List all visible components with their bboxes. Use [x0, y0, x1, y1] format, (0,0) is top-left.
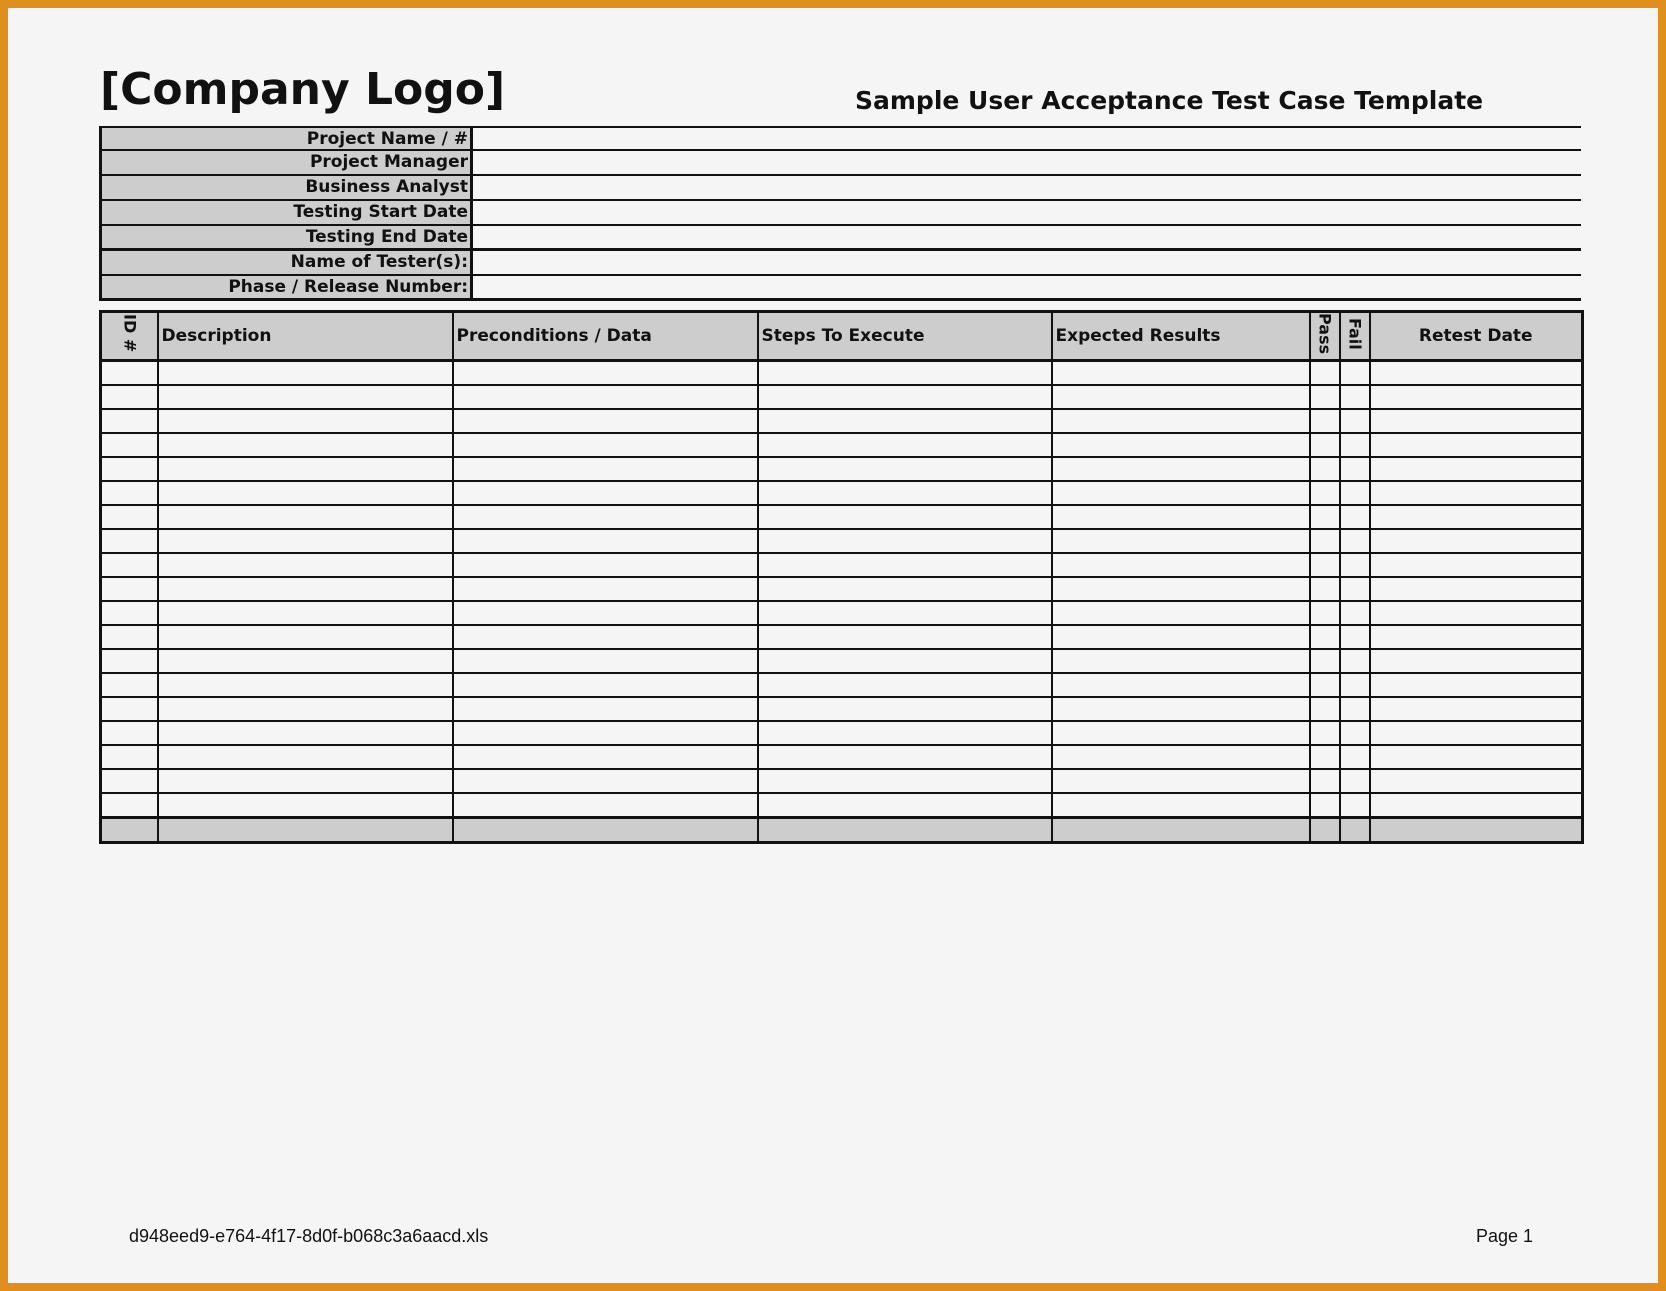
table-cell[interactable]: [101, 457, 158, 481]
table-cell[interactable]: [758, 481, 1052, 505]
table-cell[interactable]: [101, 529, 158, 553]
table-body: [101, 361, 1583, 843]
column-header-fail: Fail: [1340, 312, 1370, 361]
table-cell[interactable]: [101, 505, 158, 529]
table-cell[interactable]: [1370, 818, 1583, 843]
info-label: Testing Start Date: [99, 201, 473, 224]
table-cell[interactable]: [1340, 649, 1370, 673]
table-total-row: [101, 818, 1583, 843]
table-row: [101, 385, 1583, 409]
table-cell[interactable]: [1052, 553, 1310, 577]
table-row: [101, 673, 1583, 697]
table-cell[interactable]: [1340, 697, 1370, 721]
info-row-testing-end-date: [99, 226, 1581, 251]
table-cell[interactable]: [1310, 601, 1340, 625]
table-row: [101, 793, 1583, 818]
table-cell[interactable]: [1340, 745, 1370, 769]
table-cell[interactable]: [1052, 625, 1310, 649]
table-cell[interactable]: [1310, 745, 1340, 769]
table-cell[interactable]: [758, 649, 1052, 673]
table-cell[interactable]: [158, 769, 453, 793]
table-cell[interactable]: [1370, 769, 1583, 793]
table-cell[interactable]: [158, 553, 453, 577]
table-cell[interactable]: [101, 361, 158, 386]
table-cell[interactable]: [158, 529, 453, 553]
info-row-business-analyst: [99, 176, 1581, 201]
table-cell[interactable]: [1370, 625, 1583, 649]
table-cell[interactable]: [158, 793, 453, 818]
info-row-testing-start-date: [99, 201, 1581, 226]
info-label: Project Name / #: [99, 128, 473, 149]
info-label: Project Manager: [99, 151, 473, 174]
table-cell[interactable]: [453, 457, 758, 481]
table-row: [101, 529, 1583, 553]
table-cell[interactable]: [453, 793, 758, 818]
table-cell[interactable]: [1310, 529, 1340, 553]
table-cell[interactable]: [758, 601, 1052, 625]
table-cell[interactable]: [101, 697, 158, 721]
table-cell[interactable]: [158, 385, 453, 409]
table-row: [101, 697, 1583, 721]
table-cell[interactable]: [1052, 601, 1310, 625]
table-cell[interactable]: [1052, 361, 1310, 386]
table-cell[interactable]: [158, 697, 453, 721]
table-cell[interactable]: [1310, 673, 1340, 697]
table-cell[interactable]: [453, 505, 758, 529]
table-cell[interactable]: [1370, 673, 1583, 697]
info-label: Testing End Date: [99, 226, 473, 248]
table-cell[interactable]: [101, 649, 158, 673]
table-cell[interactable]: [1052, 769, 1310, 793]
table-cell[interactable]: [1310, 697, 1340, 721]
table-cell[interactable]: [158, 673, 453, 697]
table-cell[interactable]: [1340, 769, 1370, 793]
table-row: [101, 433, 1583, 457]
table-cell[interactable]: [1310, 625, 1340, 649]
table-cell[interactable]: [158, 457, 453, 481]
table-cell[interactable]: [758, 818, 1052, 843]
table-cell[interactable]: [158, 481, 453, 505]
table-cell[interactable]: [1310, 769, 1340, 793]
info-label: Phase / Release Number:: [99, 276, 473, 298]
table-cell[interactable]: [1370, 553, 1583, 577]
info-label: Name of Tester(s):: [99, 251, 473, 274]
table-row: [101, 577, 1583, 601]
table-cell[interactable]: [1310, 457, 1340, 481]
table-cell[interactable]: [1370, 529, 1583, 553]
table-cell[interactable]: [101, 481, 158, 505]
table-cell[interactable]: [101, 721, 158, 745]
table-row: [101, 625, 1583, 649]
table-cell[interactable]: [1340, 818, 1370, 843]
table-row: [101, 481, 1583, 505]
table-cell[interactable]: [1052, 818, 1310, 843]
table-cell[interactable]: [101, 625, 158, 649]
table-cell[interactable]: [453, 818, 758, 843]
table-cell[interactable]: [1370, 457, 1583, 481]
table-cell[interactable]: [453, 529, 758, 553]
table-cell[interactable]: [758, 433, 1052, 457]
table-cell[interactable]: [1340, 409, 1370, 433]
table-cell[interactable]: [158, 601, 453, 625]
table-cell[interactable]: [1340, 553, 1370, 577]
document-title: Sample User Acceptance Test Case Template: [855, 86, 1484, 115]
testing-start-date-field[interactable]: [473, 201, 1581, 224]
table-cell[interactable]: [1370, 433, 1583, 457]
info-row-project-name: [99, 126, 1581, 151]
table-cell[interactable]: [758, 553, 1052, 577]
column-header-steps: Steps To Execute: [758, 312, 1052, 361]
test-case-table: [99, 310, 1584, 844]
table-cell[interactable]: [453, 745, 758, 769]
column-header-preconditions: Preconditions / Data: [453, 312, 758, 361]
table-cell[interactable]: [453, 697, 758, 721]
table-cell[interactable]: [1310, 553, 1340, 577]
table-cell[interactable]: [1340, 481, 1370, 505]
table-cell[interactable]: [453, 625, 758, 649]
table-cell[interactable]: [758, 745, 1052, 769]
table-cell[interactable]: [1370, 577, 1583, 601]
table-cell[interactable]: [158, 433, 453, 457]
table-row: [101, 409, 1583, 433]
table-cell[interactable]: [453, 601, 758, 625]
table-cell[interactable]: [1052, 673, 1310, 697]
table-cell[interactable]: [1370, 745, 1583, 769]
table-cell[interactable]: [1310, 433, 1340, 457]
footer-filename: d948eed9-e764-4f17-8d0f-b068c3a6aacd.xls: [129, 1226, 489, 1246]
table-cell[interactable]: [1370, 697, 1583, 721]
table-cell[interactable]: [1052, 385, 1310, 409]
table-cell[interactable]: [1310, 505, 1340, 529]
table-cell[interactable]: [1052, 721, 1310, 745]
table-cell[interactable]: [453, 433, 758, 457]
table-cell[interactable]: [1052, 433, 1310, 457]
table-cell[interactable]: [453, 649, 758, 673]
table-cell[interactable]: [1052, 793, 1310, 818]
table-row: [101, 553, 1583, 577]
table-cell[interactable]: [453, 385, 758, 409]
table-cell[interactable]: [758, 361, 1052, 386]
table-cell[interactable]: [101, 433, 158, 457]
table-cell[interactable]: [101, 553, 158, 577]
table-cell[interactable]: [453, 481, 758, 505]
table-cell[interactable]: [101, 385, 158, 409]
table-cell[interactable]: [1052, 505, 1310, 529]
table-cell[interactable]: [158, 745, 453, 769]
phase-release-field[interactable]: [473, 276, 1581, 298]
column-header-pass: Pass: [1310, 312, 1340, 361]
table-cell[interactable]: [1052, 745, 1310, 769]
table-cell[interactable]: [453, 673, 758, 697]
table-cell[interactable]: [453, 361, 758, 386]
table-cell[interactable]: [1052, 649, 1310, 673]
table-cell[interactable]: [1052, 577, 1310, 601]
info-row-project-manager: [99, 151, 1581, 176]
table-cell[interactable]: [101, 769, 158, 793]
table-cell[interactable]: [1340, 577, 1370, 601]
table-cell[interactable]: [158, 625, 453, 649]
column-header-expected-results: Expected Results: [1052, 312, 1310, 361]
table-cell[interactable]: [1052, 457, 1310, 481]
info-row-tester-names: [99, 251, 1581, 276]
table-cell[interactable]: [758, 721, 1052, 745]
table-cell[interactable]: [453, 577, 758, 601]
table-cell[interactable]: [1370, 721, 1583, 745]
column-header-description: Description: [158, 312, 453, 361]
table-cell[interactable]: [158, 361, 453, 386]
table-cell[interactable]: [758, 385, 1052, 409]
table-row: [101, 505, 1583, 529]
table-cell[interactable]: [758, 409, 1052, 433]
table-cell[interactable]: [1370, 505, 1583, 529]
table-cell[interactable]: [453, 409, 758, 433]
table-cell[interactable]: [453, 553, 758, 577]
table-cell[interactable]: [1370, 649, 1583, 673]
table-cell[interactable]: [758, 697, 1052, 721]
table-cell[interactable]: [1340, 529, 1370, 553]
project-manager-field[interactable]: [473, 151, 1581, 174]
table-cell[interactable]: [758, 625, 1052, 649]
column-header-id: ID #: [101, 312, 158, 361]
testing-end-date-field[interactable]: [473, 226, 1581, 248]
table-cell[interactable]: [101, 793, 158, 818]
table-cell[interactable]: [1340, 601, 1370, 625]
table-row: [101, 601, 1583, 625]
table-cell[interactable]: [1052, 697, 1310, 721]
footer-page-number: Page 1: [1475, 1226, 1533, 1246]
table-header-row: [101, 312, 1583, 361]
table-row: [101, 745, 1583, 769]
table-cell[interactable]: [1052, 529, 1310, 553]
table-row: [101, 361, 1583, 386]
table-cell[interactable]: [1310, 721, 1340, 745]
info-label: Business Analyst: [99, 176, 473, 199]
table-row: [101, 649, 1583, 673]
table-cell[interactable]: [1340, 721, 1370, 745]
table-cell[interactable]: [758, 769, 1052, 793]
table-cell[interactable]: [1370, 409, 1583, 433]
company-logo-placeholder: [Company Logo]: [100, 64, 506, 115]
table-cell[interactable]: [101, 577, 158, 601]
table-row: [101, 769, 1583, 793]
table-row: [101, 721, 1583, 745]
table-cell[interactable]: [1310, 409, 1340, 433]
table-cell[interactable]: [1340, 457, 1370, 481]
table-cell[interactable]: [1310, 361, 1340, 386]
table-cell[interactable]: [758, 793, 1052, 818]
table-cell[interactable]: [1310, 793, 1340, 818]
table-cell[interactable]: [1052, 409, 1310, 433]
tester-names-field[interactable]: [473, 251, 1581, 274]
table-cell[interactable]: [1340, 385, 1370, 409]
table-cell[interactable]: [453, 721, 758, 745]
table-cell[interactable]: [101, 409, 158, 433]
table-cell[interactable]: [758, 505, 1052, 529]
table-cell[interactable]: [758, 673, 1052, 697]
table-cell[interactable]: [1340, 361, 1370, 386]
table-cell[interactable]: [1340, 673, 1370, 697]
table-cell[interactable]: [1340, 793, 1370, 818]
business-analyst-field[interactable]: [473, 176, 1581, 199]
project-info-block: [99, 126, 1581, 301]
table-cell[interactable]: [758, 457, 1052, 481]
table-cell[interactable]: [758, 529, 1052, 553]
table-cell[interactable]: [758, 577, 1052, 601]
table-cell[interactable]: [158, 409, 453, 433]
table-cell[interactable]: [453, 769, 758, 793]
table-cell[interactable]: [101, 673, 158, 697]
table-cell[interactable]: [1370, 385, 1583, 409]
table-cell[interactable]: [158, 721, 453, 745]
table-cell[interactable]: [1310, 385, 1340, 409]
table-cell[interactable]: [1370, 481, 1583, 505]
table-cell[interactable]: [1340, 625, 1370, 649]
project-name-field[interactable]: [473, 128, 1581, 149]
table-cell[interactable]: [1370, 361, 1583, 386]
table-cell[interactable]: [158, 505, 453, 529]
table-cell[interactable]: [1052, 481, 1310, 505]
table-cell[interactable]: [158, 818, 453, 843]
info-row-phase-release: [99, 276, 1581, 301]
table-cell[interactable]: [1310, 481, 1340, 505]
table-cell[interactable]: [101, 818, 158, 843]
column-header-retest-date: Retest Date: [1370, 312, 1583, 361]
table-cell[interactable]: [1370, 793, 1583, 818]
table-cell[interactable]: [1310, 577, 1340, 601]
table-cell[interactable]: [101, 601, 158, 625]
table-cell[interactable]: [158, 577, 453, 601]
table-cell[interactable]: [1340, 433, 1370, 457]
table-cell[interactable]: [101, 745, 158, 769]
table-cell[interactable]: [1370, 601, 1583, 625]
table-cell[interactable]: [158, 649, 453, 673]
table-cell[interactable]: [1340, 505, 1370, 529]
table-cell[interactable]: [1310, 818, 1340, 843]
table-row: [101, 457, 1583, 481]
table-cell[interactable]: [1310, 649, 1340, 673]
